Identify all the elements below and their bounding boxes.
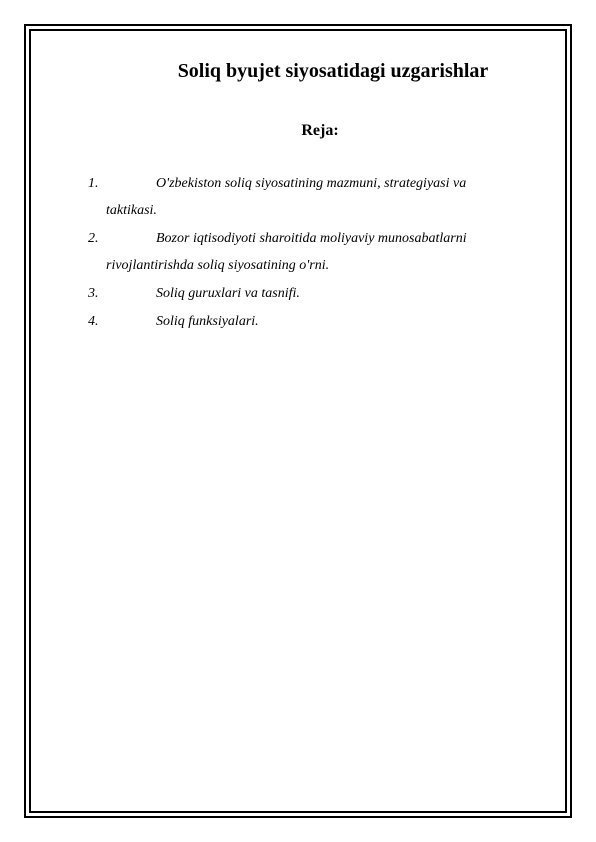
plan-heading: Reja: (301, 122, 339, 139)
plan-item-number: 1. (88, 176, 99, 191)
plan-item-line: Soliq guruxlari va tasnifi. (156, 286, 300, 301)
plan-item-4 (88, 311, 528, 333)
plan-item-number: 2. (88, 231, 99, 246)
plan-item-line: Soliq funksiyalari. (156, 314, 259, 329)
plan-item-text (106, 173, 528, 222)
plan-item-1 (88, 173, 528, 222)
document-title: Soliq byujet siyosatidagi uzgarishlar (177, 60, 489, 82)
page-border-outer (24, 24, 572, 818)
plan-item-text (156, 311, 528, 333)
plan-item-number: 3. (88, 286, 99, 301)
plan-item-2 (88, 228, 528, 277)
plan-item-3 (88, 283, 528, 305)
plan-item-text (156, 283, 528, 305)
plan-list (88, 173, 528, 339)
page-border-inner (29, 29, 567, 813)
plan-item-line: Bozor iqtisodiyoti sharoitida moliyaviy munosabatlarni (156, 231, 467, 246)
plan-item-line-continued: taktikasi. (106, 203, 157, 218)
plan-item-line: O'zbekiston soliq siyosatining mazmuni, strategiyasi va (156, 176, 467, 191)
plan-item-text (106, 228, 528, 277)
plan-item-line-continued: rivojlantirishda soliq siyosatining o'rni. (106, 258, 330, 273)
plan-item-number: 4. (88, 314, 99, 329)
